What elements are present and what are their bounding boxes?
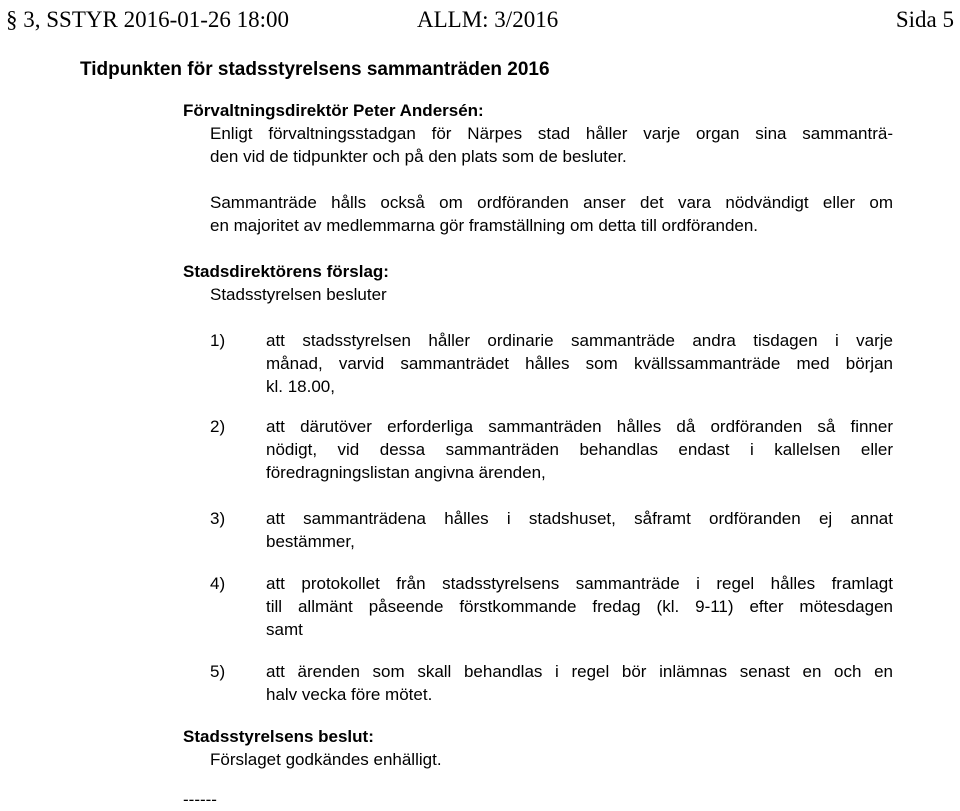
- header-reference: ALLM: 3/2016: [417, 7, 559, 32]
- list-item-line: att ärenden som skall behandlas i regel bör inlämnas senast en och en: [266, 662, 893, 681]
- list-item-line: föredragningslistan angivna ärenden,: [266, 463, 546, 482]
- proposal-heading: Stadsdirektörens förslag:: [183, 262, 389, 281]
- presenter-p2-line-2: en majoritet av medlemmarna gör framställning om detta till ordföranden.: [210, 216, 759, 235]
- separator: ------: [183, 790, 217, 809]
- list-item-line: att därutöver erforderliga sammanträden hålles då ordföranden så finner: [266, 417, 893, 436]
- list-item-number: 4): [210, 574, 226, 593]
- list-item-line: kl. 18.00,: [266, 377, 335, 396]
- decision-heading: Stadsstyrelsens beslut:: [183, 727, 374, 746]
- presenter-p1-line-2: den vid de tidpunkter och på den plats som de besluter.: [210, 147, 627, 166]
- list-item-line: att stadsstyrelsen håller ordinarie sammanträde andra tisdagen i varje: [266, 331, 893, 350]
- presenter-p1-line-1: Enligt förvaltningsstadgan för Närpes stad håller varje organ sina sammanträ-: [210, 124, 893, 143]
- list-item-line: nödigt, vid dessa sammanträden behandlas endast i kallelsen eller: [266, 440, 893, 459]
- list-item-line: att sammanträdena hålles i stadshuset, såframt ordföranden ej annat: [266, 509, 893, 528]
- list-item-line: bestämmer,: [266, 532, 355, 551]
- presenter-heading: Förvaltningsdirektör Peter Andersén:: [183, 101, 484, 120]
- decision-text: Förslaget godkändes enhälligt.: [210, 750, 442, 769]
- list-item-line: månad, varvid sammanträdet hålles som kvällssammanträde med början: [266, 354, 893, 373]
- list-item-number: 5): [210, 662, 226, 681]
- header-section: § 3, SSTYR 2016-01-26 18:00: [6, 7, 290, 32]
- list-item-number: 3): [210, 509, 226, 528]
- header-page-number: Sida 5: [895, 7, 954, 32]
- list-item-line: att protokollet från stadsstyrelsens sammanträde i regel hålles framlagt: [266, 574, 893, 593]
- list-item-line: samt: [266, 620, 303, 639]
- list-item-number: 1): [210, 331, 226, 350]
- presenter-p2-line-1: Sammanträde hålls också om ordföranden anser det vara nödvändigt eller om: [210, 193, 893, 212]
- document-title: Tidpunkten för stadsstyrelsens sammanträden 2016: [80, 59, 550, 80]
- proposal-intro: Stadsstyrelsen besluter: [210, 285, 387, 304]
- list-item-line: halv vecka före mötet.: [266, 685, 433, 704]
- list-item-line: till allmänt påseende förstkommande fredag (kl. 9-11) efter mötesdagen: [266, 597, 893, 616]
- list-item-number: 2): [210, 417, 226, 436]
